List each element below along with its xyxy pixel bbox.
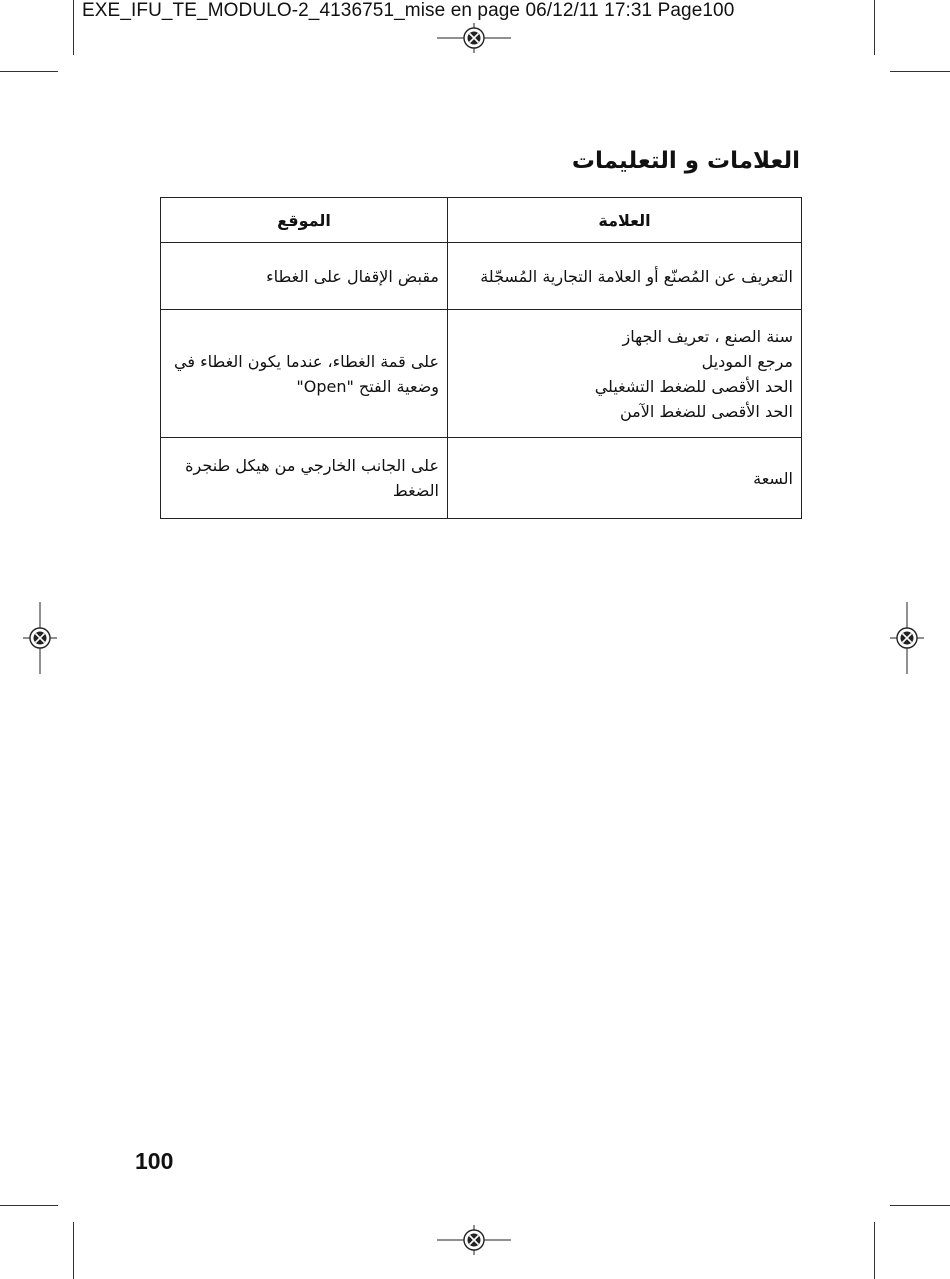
cell-text: الحد الأقصى للضغط التشغيلي xyxy=(594,376,793,396)
cell-text: الضغط xyxy=(392,481,439,500)
crop-mark-top-left-v xyxy=(73,0,74,55)
crop-mark-bottom-left-h xyxy=(0,1205,58,1206)
cell-location xyxy=(161,310,448,438)
registration-mark-icon xyxy=(437,23,511,53)
crop-mark-bottom-right-v xyxy=(874,1222,875,1279)
cell-marking xyxy=(448,243,802,310)
cell-text: التعريف عن المُصنّع أو العلامة التجارية المُسجّلة xyxy=(480,266,793,286)
cell-text: على الجانب الخارجي من هيكل طنجرة xyxy=(185,456,439,475)
header-marking: العلامة xyxy=(448,198,802,243)
crop-mark-top-right-v xyxy=(874,0,875,55)
crop-mark-top-left-h xyxy=(0,71,58,72)
markings-table xyxy=(160,197,802,519)
table-row xyxy=(161,243,802,310)
cell-marking xyxy=(448,310,802,438)
cell-text: مرجع الموديل xyxy=(701,351,793,371)
registration-mark-icon xyxy=(890,602,924,674)
print-slug: EXE_IFU_TE_MODULO-2_4136751_mise en page 06/12/11 17:31 Page100 xyxy=(82,0,735,21)
cell-text: الحد الأقصى للضغط الآمن xyxy=(619,401,793,421)
header-location: الموقع xyxy=(161,198,448,243)
cell-marking xyxy=(448,438,802,519)
page-title: العلامات و التعليمات xyxy=(571,148,800,174)
cell-text: السعة xyxy=(753,468,793,488)
crop-mark-bottom-left-v xyxy=(73,1222,74,1279)
cell-location xyxy=(161,243,448,310)
registration-mark-icon xyxy=(23,602,57,674)
page-number: 100 xyxy=(135,1148,174,1174)
crop-mark-top-right-h xyxy=(890,71,950,72)
registration-mark-icon xyxy=(437,1225,511,1255)
cell-text: مقبض الإقفال على الغطاء xyxy=(266,266,439,286)
cell-text: وضعية الفتح "Open" xyxy=(296,376,439,396)
table-row xyxy=(161,438,802,519)
table-header-row xyxy=(161,198,802,243)
cell-text: على قمة الغطاء، عندما يكون الغطاء في xyxy=(174,351,439,371)
cell-text: سنة الصنع ، تعريف الجهاز xyxy=(622,326,793,346)
crop-mark-bottom-right-h xyxy=(890,1205,950,1206)
cell-location xyxy=(161,438,448,519)
table-row xyxy=(161,310,802,438)
